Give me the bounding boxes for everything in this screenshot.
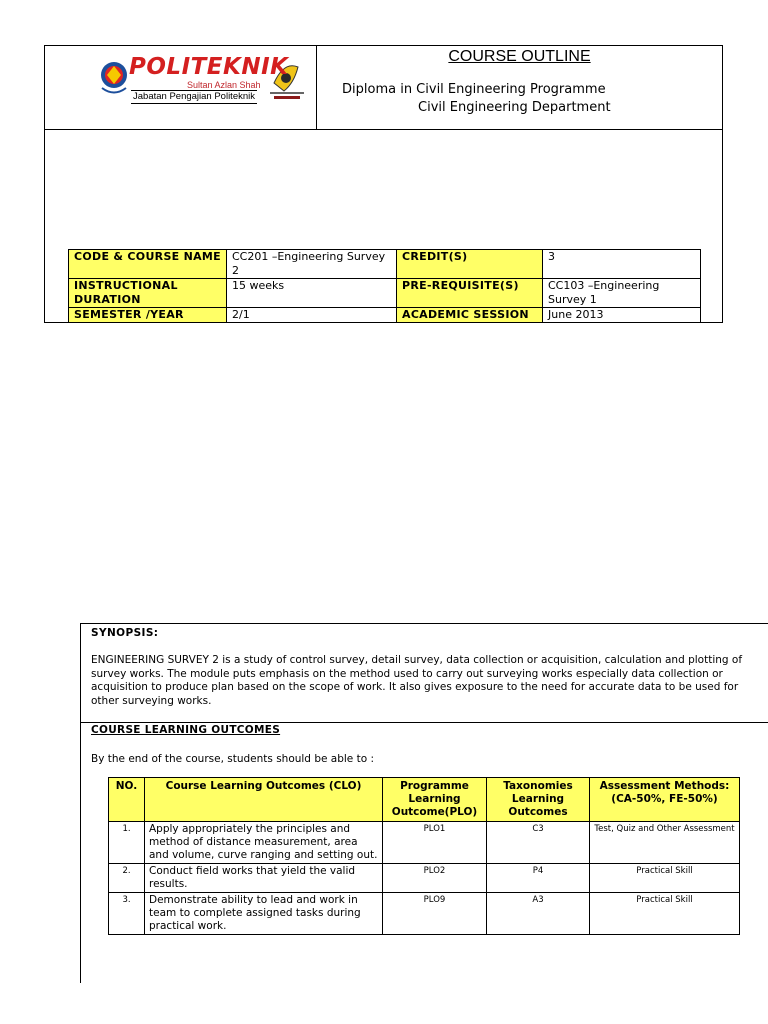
clo-assessment: Practical Skill [590, 893, 740, 935]
course-info-table [68, 249, 701, 323]
clo-plo: PLO2 [383, 864, 487, 893]
column-header: Taxonomies Learning Outcomes [487, 778, 590, 822]
info-label: CODE & COURSE NAME [69, 250, 227, 279]
info-value: June 2013 [543, 308, 701, 323]
info-value: 3 [543, 250, 701, 279]
department-name: Civil Engineering Department [418, 100, 611, 115]
clo-taxonomy: C3 [487, 822, 590, 864]
programme-name: Diploma in Civil Engineering Programme [342, 82, 606, 97]
synopsis-text: ENGINEERING SURVEY 2 is a study of control survey, detail survey, data collection or acquisition, calculation and plotting of survey works. The module puts emphasis on the method used to carry out surveying works especially data collection or acquisition to produce plan based on the scope of work. It also gives exposure to the need for accurate data to be used for other surveying works. [91, 654, 743, 707]
clo-number: 1. [109, 822, 145, 864]
table-row [69, 279, 701, 308]
column-header: Assessment Methods: (CA-50%, FE-50%) [590, 778, 740, 822]
clo-heading: COURSE LEARNING OUTCOMES [91, 724, 281, 736]
clo-taxonomy: P4 [487, 864, 590, 893]
synopsis-heading: SYNOPSIS: [91, 627, 159, 639]
section-divider [80, 722, 768, 723]
table-row [69, 308, 701, 323]
clo-outcome: Demonstrate ability to lead and work in team to complete assigned tasks during practical work. [145, 893, 383, 935]
info-label: CREDIT(S) [397, 250, 543, 279]
info-value: 2/1 [227, 308, 397, 323]
clo-table [108, 777, 740, 935]
clo-outcome: Conduct field works that yield the valid results. [145, 864, 383, 893]
table-row [69, 250, 701, 279]
logo-agency-name: Jabatan Pengajian Politeknik [133, 91, 256, 102]
info-value: 15 weeks [227, 279, 397, 308]
page-title: COURSE OUTLINE [448, 48, 591, 65]
clo-number: 3. [109, 893, 145, 935]
clo-assessment: Test, Quiz and Other Assessment [590, 822, 740, 864]
header-divider [44, 129, 723, 130]
clo-plo: PLO9 [383, 893, 487, 935]
logo-wordmark: POLITEKNIK [129, 54, 289, 80]
info-value: CC103 –Engineering Survey 1 [543, 279, 701, 308]
table-row [109, 864, 740, 893]
info-value: CC201 –Engineering Survey 2 [227, 250, 397, 279]
clo-number: 2. [109, 864, 145, 893]
info-label: ACADEMIC SESSION [397, 308, 543, 323]
clo-outcome: Apply appropriately the principles and method of distance measurement, area and volume, curve ranging and setting out. [145, 822, 383, 864]
column-header: Course Learning Outcomes (CLO) [145, 778, 383, 822]
table-row [109, 822, 740, 864]
logo-campus-name: Sultan Azlan Shah [187, 80, 261, 90]
column-header: NO. [109, 778, 145, 822]
clo-assessment: Practical Skill [590, 864, 740, 893]
column-header: Programme Learning Outcome(PLO) [383, 778, 487, 822]
info-label: INSTRUCTIONAL DURATION [69, 279, 227, 308]
clo-intro: By the end of the course, students should be able to : [91, 753, 375, 765]
info-label: PRE-REQUISITE(S) [397, 279, 543, 308]
table-row [109, 893, 740, 935]
clo-plo: PLO1 [383, 822, 487, 864]
clo-taxonomy: A3 [487, 893, 590, 935]
info-label: SEMESTER /YEAR [69, 308, 227, 323]
table-header-row [109, 778, 740, 822]
